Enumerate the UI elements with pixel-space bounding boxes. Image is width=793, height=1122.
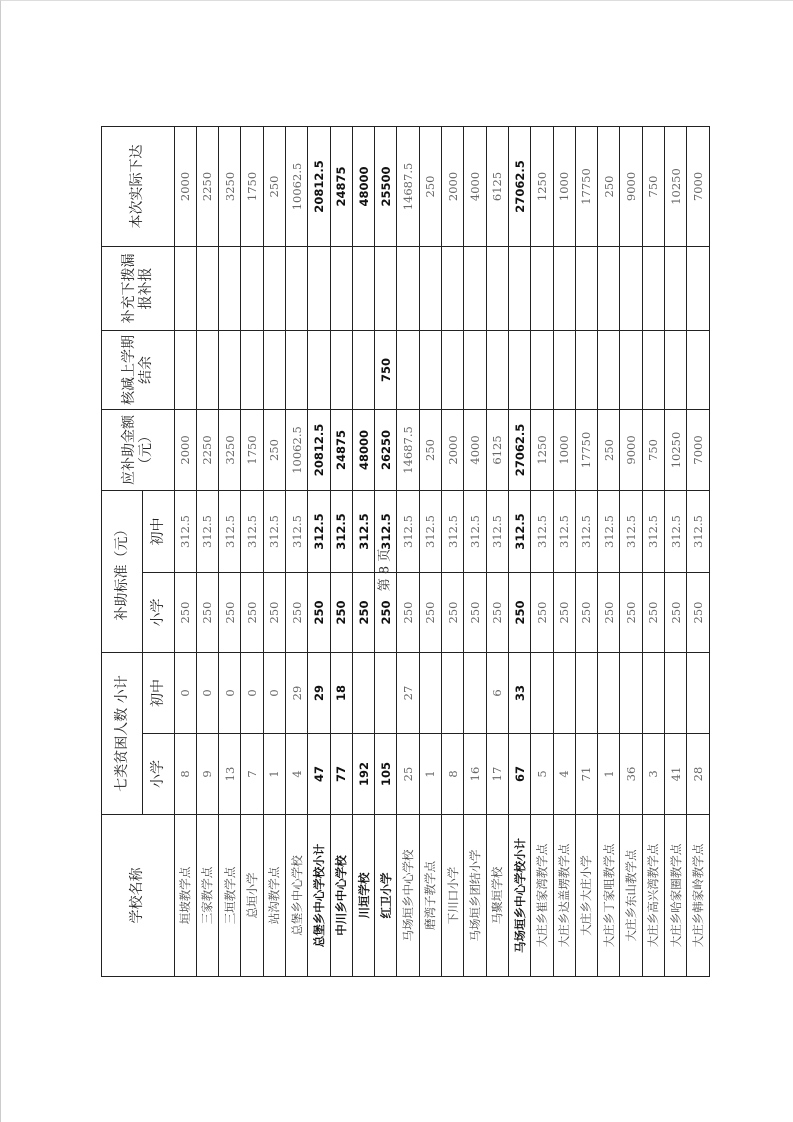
table-row xyxy=(285,126,307,976)
standard-primary-cell: 250 xyxy=(665,572,687,652)
due-amount-cell: 250 xyxy=(598,409,620,490)
poor-junior-cell: 0 xyxy=(241,652,263,733)
poor-junior-cell xyxy=(464,652,486,733)
table-row xyxy=(665,126,687,976)
poor-junior-cell xyxy=(598,652,620,733)
deduct-cell xyxy=(598,330,620,409)
deduct-cell xyxy=(665,330,687,409)
standard-junior-cell: 312.5 xyxy=(263,490,285,572)
standard-junior-cell: 312.5 xyxy=(375,490,397,572)
actual-amount-cell: 2000 xyxy=(174,126,196,246)
due-amount-cell: 750 xyxy=(642,409,664,490)
poor-primary-cell: 1 xyxy=(419,734,441,815)
supplement-cell xyxy=(464,246,486,330)
table-row xyxy=(464,126,486,976)
standard-junior-cell: 312.5 xyxy=(219,490,241,572)
deduct-cell xyxy=(442,330,464,409)
poor-primary-cell: 67 xyxy=(508,734,530,815)
standard-primary-cell: 250 xyxy=(642,572,664,652)
supplement-cell xyxy=(442,246,464,330)
poor-junior-cell xyxy=(352,652,374,733)
actual-amount-cell: 25500 xyxy=(375,126,397,246)
poor-primary-cell: 77 xyxy=(330,734,352,815)
poor-primary-cell: 36 xyxy=(620,734,642,815)
header-actual: 本次实际下达 xyxy=(102,126,175,246)
actual-amount-cell: 7000 xyxy=(687,126,709,246)
school-name-cell: 三家教学点 xyxy=(196,815,218,977)
poor-primary-cell: 8 xyxy=(442,734,464,815)
due-amount-cell: 250 xyxy=(263,409,285,490)
poor-junior-cell: 6 xyxy=(486,652,508,733)
supplement-cell xyxy=(642,246,664,330)
actual-amount-cell: 4000 xyxy=(464,126,486,246)
due-amount-cell: 10062.5 xyxy=(285,409,307,490)
due-amount-cell: 10250 xyxy=(665,409,687,490)
table-row xyxy=(508,126,530,976)
poor-junior-cell: 0 xyxy=(219,652,241,733)
school-name-cell: 大庄乡达盖塄教学点 xyxy=(553,815,575,977)
school-name-cell: 总堡乡中心学校小计 xyxy=(308,815,330,977)
poor-primary-cell: 7 xyxy=(241,734,263,815)
header-poor-primary: 小学 xyxy=(143,734,175,815)
poor-primary-cell: 192 xyxy=(352,734,374,815)
supplement-cell xyxy=(219,246,241,330)
table-row xyxy=(620,126,642,976)
standard-junior-cell: 312.5 xyxy=(196,490,218,572)
supplement-cell xyxy=(575,246,597,330)
due-amount-cell: 2250 xyxy=(196,409,218,490)
school-name-cell: 川垣学校 xyxy=(352,815,374,977)
standard-junior-cell: 312.5 xyxy=(508,490,530,572)
due-amount-cell: 27062.5 xyxy=(508,409,530,490)
actual-amount-cell: 250 xyxy=(598,126,620,246)
deduct-cell xyxy=(196,330,218,409)
standard-primary-cell: 250 xyxy=(174,572,196,652)
supplement-cell xyxy=(375,246,397,330)
supplement-cell xyxy=(508,246,530,330)
header-standard: 补助标准（元） xyxy=(102,490,143,652)
school-name-cell: 总垣小学 xyxy=(241,815,263,977)
subsidy-table xyxy=(101,126,710,977)
due-amount-cell: 7000 xyxy=(687,409,709,490)
actual-amount-cell: 2000 xyxy=(442,126,464,246)
poor-junior-cell xyxy=(575,652,597,733)
supplement-cell xyxy=(330,246,352,330)
deduct-cell xyxy=(330,330,352,409)
school-name-cell: 大庄乡崔家湾教学点 xyxy=(531,815,553,977)
due-amount-cell: 1750 xyxy=(241,409,263,490)
standard-junior-cell: 312.5 xyxy=(174,490,196,572)
standard-junior-cell: 312.5 xyxy=(665,490,687,572)
standard-primary-cell: 250 xyxy=(486,572,508,652)
poor-junior-cell xyxy=(419,652,441,733)
poor-primary-cell: 1 xyxy=(263,734,285,815)
standard-primary-cell: 250 xyxy=(508,572,530,652)
school-name-cell: 磨湾子教学点 xyxy=(419,815,441,977)
supplement-cell xyxy=(352,246,374,330)
table-row xyxy=(397,126,419,976)
standard-junior-cell: 312.5 xyxy=(531,490,553,572)
table-row xyxy=(196,126,218,976)
school-name-cell: 马场垣乡中心学校小计 xyxy=(508,815,530,977)
poor-primary-cell: 3 xyxy=(642,734,664,815)
school-name-cell: 大庄乡大庄小学 xyxy=(575,815,597,977)
due-amount-cell: 17750 xyxy=(575,409,597,490)
school-name-cell: 垣坡教学点 xyxy=(174,815,196,977)
deduct-cell xyxy=(219,330,241,409)
poor-junior-cell: 0 xyxy=(196,652,218,733)
deduct-cell xyxy=(486,330,508,409)
school-name-cell: 马聚垣学校 xyxy=(486,815,508,977)
poor-junior-cell: 33 xyxy=(508,652,530,733)
table-row xyxy=(174,126,196,976)
deduct-cell xyxy=(241,330,263,409)
table-row xyxy=(486,126,508,976)
table-row xyxy=(642,126,664,976)
school-name-cell: 大庄乡东山教学点 xyxy=(620,815,642,977)
due-amount-cell: 20812.5 xyxy=(308,409,330,490)
poor-junior-cell xyxy=(442,652,464,733)
deduct-cell xyxy=(553,330,575,409)
poor-junior-cell: 27 xyxy=(397,652,419,733)
deduct-cell: 750 xyxy=(375,330,397,409)
supplement-cell xyxy=(687,246,709,330)
poor-primary-cell: 71 xyxy=(575,734,597,815)
header-poor-count: 七类贫困人数 小计 xyxy=(102,652,143,814)
poor-junior-cell xyxy=(375,652,397,733)
standard-primary-cell: 250 xyxy=(553,572,575,652)
poor-primary-cell: 13 xyxy=(219,734,241,815)
table-row xyxy=(531,126,553,976)
deduct-cell xyxy=(687,330,709,409)
due-amount-cell: 24875 xyxy=(330,409,352,490)
poor-primary-cell: 25 xyxy=(397,734,419,815)
standard-junior-cell: 312.5 xyxy=(642,490,664,572)
supplement-cell xyxy=(553,246,575,330)
page-number: 第 8 页 xyxy=(377,548,393,592)
poor-primary-cell: 16 xyxy=(464,734,486,815)
standard-primary-cell: 250 xyxy=(375,572,397,652)
header-school: 学校名称 xyxy=(102,815,175,977)
poor-primary-cell: 47 xyxy=(308,734,330,815)
actual-amount-cell: 1750 xyxy=(241,126,263,246)
table-row xyxy=(419,126,441,976)
table-row xyxy=(308,126,330,976)
actual-amount-cell: 10062.5 xyxy=(285,126,307,246)
standard-primary-cell: 250 xyxy=(575,572,597,652)
poor-primary-cell: 8 xyxy=(174,734,196,815)
actual-amount-cell: 20812.5 xyxy=(308,126,330,246)
standard-primary-cell: 250 xyxy=(442,572,464,652)
standard-primary-cell: 250 xyxy=(419,572,441,652)
standard-primary-cell: 250 xyxy=(308,572,330,652)
actual-amount-cell: 2250 xyxy=(196,126,218,246)
standard-junior-cell: 312.5 xyxy=(486,490,508,572)
deduct-cell xyxy=(531,330,553,409)
supplement-cell xyxy=(263,246,285,330)
supplement-cell xyxy=(308,246,330,330)
table-row xyxy=(352,126,374,976)
deduct-cell xyxy=(508,330,530,409)
due-amount-cell: 9000 xyxy=(620,409,642,490)
standard-junior-cell: 312.5 xyxy=(620,490,642,572)
actual-amount-cell: 1250 xyxy=(531,126,553,246)
standard-junior-cell: 312.5 xyxy=(241,490,263,572)
standard-primary-cell: 250 xyxy=(196,572,218,652)
school-name-cell: 三垣教学点 xyxy=(219,815,241,977)
poor-junior-cell xyxy=(642,652,664,733)
due-amount-cell: 2000 xyxy=(442,409,464,490)
poor-junior-cell xyxy=(553,652,575,733)
poor-junior-cell: 18 xyxy=(330,652,352,733)
standard-junior-cell: 312.5 xyxy=(553,490,575,572)
supplement-cell xyxy=(486,246,508,330)
poor-primary-cell: 105 xyxy=(375,734,397,815)
poor-primary-cell: 1 xyxy=(598,734,620,815)
standard-primary-cell: 250 xyxy=(263,572,285,652)
poor-junior-cell: 0 xyxy=(263,652,285,733)
school-name-cell: 站沟教学点 xyxy=(263,815,285,977)
poor-junior-cell xyxy=(687,652,709,733)
standard-junior-cell: 312.5 xyxy=(330,490,352,572)
actual-amount-cell: 9000 xyxy=(620,126,642,246)
standard-primary-cell: 250 xyxy=(241,572,263,652)
poor-junior-cell: 0 xyxy=(174,652,196,733)
standard-primary-cell: 250 xyxy=(687,572,709,652)
school-name-cell: 大庄乡高兴湾教学点 xyxy=(642,815,664,977)
table-row xyxy=(598,126,620,976)
deduct-cell xyxy=(174,330,196,409)
standard-junior-cell: 312.5 xyxy=(442,490,464,572)
header-poor-junior: 初中 xyxy=(143,652,175,733)
poor-primary-cell: 28 xyxy=(687,734,709,815)
header-standard-primary: 小学 xyxy=(143,572,175,652)
standard-junior-cell: 312.5 xyxy=(464,490,486,572)
table-row xyxy=(241,126,263,976)
supplement-cell xyxy=(241,246,263,330)
poor-primary-cell: 9 xyxy=(196,734,218,815)
deduct-cell xyxy=(642,330,664,409)
standard-junior-cell: 312.5 xyxy=(285,490,307,572)
header-standard-junior: 初中 xyxy=(143,490,175,572)
deduct-cell xyxy=(285,330,307,409)
supplement-cell xyxy=(397,246,419,330)
subsidy-table-rotated xyxy=(101,127,705,977)
table-row xyxy=(330,126,352,976)
due-amount-cell: 6125 xyxy=(486,409,508,490)
actual-amount-cell: 1000 xyxy=(553,126,575,246)
supplement-cell xyxy=(174,246,196,330)
standard-primary-cell: 250 xyxy=(219,572,241,652)
actual-amount-cell: 10250 xyxy=(665,126,687,246)
due-amount-cell: 4000 xyxy=(464,409,486,490)
supplement-cell xyxy=(196,246,218,330)
school-name-cell: 马场垣乡中心学校 xyxy=(397,815,419,977)
poor-junior-cell: 29 xyxy=(285,652,307,733)
poor-junior-cell xyxy=(531,652,553,733)
poor-primary-cell: 41 xyxy=(665,734,687,815)
deduct-cell xyxy=(464,330,486,409)
actual-amount-cell: 750 xyxy=(642,126,664,246)
header-supplement: 补充下拨漏报补报 xyxy=(102,246,175,330)
actual-amount-cell: 6125 xyxy=(486,126,508,246)
standard-junior-cell: 312.5 xyxy=(419,490,441,572)
supplement-cell xyxy=(531,246,553,330)
deduct-cell xyxy=(620,330,642,409)
header-deduct: 核减上学期结余 xyxy=(102,330,175,409)
table-row xyxy=(263,126,285,976)
standard-primary-cell: 250 xyxy=(464,572,486,652)
due-amount-cell: 250 xyxy=(419,409,441,490)
supplement-cell xyxy=(665,246,687,330)
deduct-cell xyxy=(352,330,374,409)
actual-amount-cell: 14687.5 xyxy=(397,126,419,246)
poor-junior-cell xyxy=(665,652,687,733)
school-name-cell: 下川口小学 xyxy=(442,815,464,977)
standard-junior-cell: 312.5 xyxy=(352,490,374,572)
due-amount-cell: 2000 xyxy=(174,409,196,490)
actual-amount-cell: 17750 xyxy=(575,126,597,246)
table-row xyxy=(219,126,241,976)
standard-junior-cell: 312.5 xyxy=(598,490,620,572)
due-amount-cell: 26250 xyxy=(375,409,397,490)
standard-junior-cell: 312.5 xyxy=(397,490,419,572)
school-name-cell: 红卫小学 xyxy=(375,815,397,977)
supplement-cell xyxy=(598,246,620,330)
actual-amount-cell: 48000 xyxy=(352,126,374,246)
standard-primary-cell: 250 xyxy=(531,572,553,652)
supplement-cell xyxy=(285,246,307,330)
standard-junior-cell: 312.5 xyxy=(687,490,709,572)
poor-primary-cell: 4 xyxy=(285,734,307,815)
school-name-cell: 大庄乡韩家岭教学点 xyxy=(687,815,709,977)
actual-amount-cell: 3250 xyxy=(219,126,241,246)
actual-amount-cell: 24875 xyxy=(330,126,352,246)
poor-junior-cell xyxy=(620,652,642,733)
supplement-cell xyxy=(419,246,441,330)
standard-primary-cell: 250 xyxy=(352,572,374,652)
actual-amount-cell: 250 xyxy=(419,126,441,246)
standard-primary-cell: 250 xyxy=(620,572,642,652)
school-name-cell: 大庄乡哈家圈教学点 xyxy=(665,815,687,977)
poor-primary-cell: 4 xyxy=(553,734,575,815)
deduct-cell xyxy=(419,330,441,409)
standard-primary-cell: 250 xyxy=(598,572,620,652)
header-due-amount: 应补助金额（元） xyxy=(102,409,175,490)
supplement-cell xyxy=(620,246,642,330)
deduct-cell xyxy=(575,330,597,409)
school-name-cell: 马场垣乡团结小学 xyxy=(464,815,486,977)
table-row xyxy=(553,126,575,976)
standard-junior-cell: 312.5 xyxy=(308,490,330,572)
poor-junior-cell: 29 xyxy=(308,652,330,733)
standard-primary-cell: 250 xyxy=(330,572,352,652)
standard-junior-cell: 312.5 xyxy=(575,490,597,572)
due-amount-cell: 14687.5 xyxy=(397,409,419,490)
due-amount-cell: 3250 xyxy=(219,409,241,490)
school-name-cell: 总堡乡中心学校 xyxy=(285,815,307,977)
deduct-cell xyxy=(308,330,330,409)
standard-primary-cell: 250 xyxy=(285,572,307,652)
deduct-cell xyxy=(397,330,419,409)
school-name-cell: 中川乡中心学校 xyxy=(330,815,352,977)
actual-amount-cell: 250 xyxy=(263,126,285,246)
table-row xyxy=(687,126,709,976)
due-amount-cell: 48000 xyxy=(352,409,374,490)
table-body xyxy=(174,126,709,976)
school-name-cell: 大庄乡丁家咀教学点 xyxy=(598,815,620,977)
poor-primary-cell: 5 xyxy=(531,734,553,815)
poor-primary-cell: 17 xyxy=(486,734,508,815)
due-amount-cell: 1000 xyxy=(553,409,575,490)
standard-primary-cell: 250 xyxy=(397,572,419,652)
due-amount-cell: 1250 xyxy=(531,409,553,490)
table-row xyxy=(442,126,464,976)
actual-amount-cell: 27062.5 xyxy=(508,126,530,246)
table-row xyxy=(575,126,597,976)
deduct-cell xyxy=(263,330,285,409)
